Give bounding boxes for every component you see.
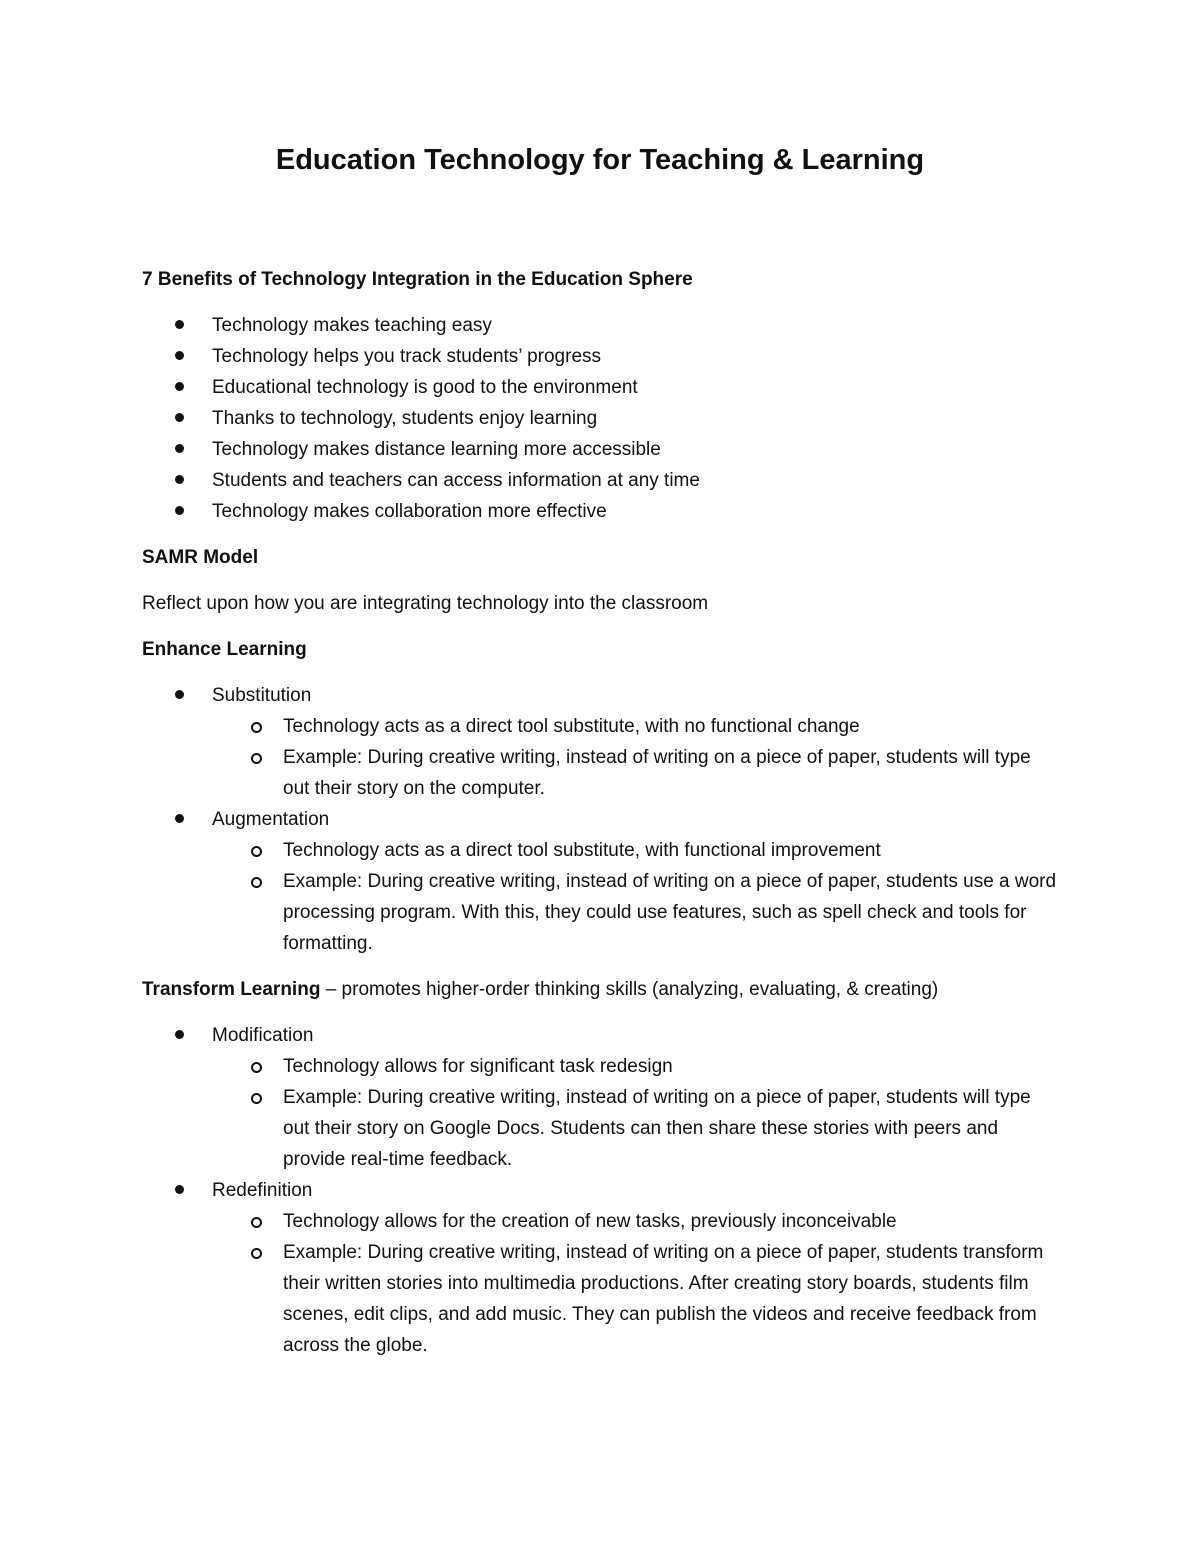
sublist-item <box>212 1206 1060 1237</box>
bullet-icon <box>175 814 184 823</box>
list-item-text: Technology makes distance learning more accessible <box>212 439 661 460</box>
sublist-item <box>212 866 1060 959</box>
bullet-icon <box>175 1030 184 1039</box>
list-item <box>142 804 1060 959</box>
list-item-text: Thanks to technology, students enjoy learning <box>212 408 598 429</box>
bullet-icon <box>175 444 184 453</box>
circle-bullet-icon <box>251 846 262 857</box>
list-item <box>142 465 1060 496</box>
samr-intro: Reflect upon how you are integrating technology into the classroom <box>142 593 709 614</box>
list-item <box>142 680 1060 804</box>
list-item <box>142 310 1060 341</box>
list-item-text: Educational technology is good to the environment <box>212 377 638 398</box>
sublist <box>212 1206 1060 1361</box>
circle-bullet-icon <box>251 753 262 764</box>
list-item <box>142 1175 1060 1361</box>
document-body <box>142 264 1060 1376</box>
circle-bullet-icon <box>251 1248 262 1259</box>
sublist-item-text: Example: During creative writing, instead of writing on a piece of paper, students transform their written stories into multimedia productions. After creating story boards, students film scenes, edit clips, and add music. They can publish the videos and receive feedback from across the globe. <box>283 1242 1044 1356</box>
modification-label: Modification <box>212 1025 314 1046</box>
sublist-item-text: Example: During creative writing, instead of writing on a piece of paper, students will type out their story on the computer. <box>283 747 1031 799</box>
bullet-icon <box>175 413 184 422</box>
document-title: Education Technology for Teaching & Learning <box>275 144 925 176</box>
list-item <box>142 403 1060 434</box>
list-item <box>142 341 1060 372</box>
sublist-item-text: Example: During creative writing, instead of writing on a piece of paper, students will type out their story on Google Docs. Students can then share these stories with peers and provide real-time feedback. <box>283 1087 1031 1170</box>
bullet-icon <box>175 382 184 391</box>
sublist <box>212 711 1060 804</box>
transform-description: – promotes higher-order thinking skills (analyzing, evaluating, & creating) <box>320 979 939 1000</box>
samr-heading: SAMR Model <box>142 547 259 568</box>
sublist-item <box>212 711 1060 742</box>
bullet-icon <box>175 351 184 360</box>
sublist-item-text: Example: During creative writing, instead of writing on a piece of paper, students use a word processing program. With this, they could use features, such as spell check and tools for formatting. <box>283 871 1057 954</box>
circle-bullet-icon <box>251 1062 262 1073</box>
sublist-item <box>212 1082 1060 1175</box>
enhance-list <box>142 680 1060 959</box>
bullet-icon <box>175 690 184 699</box>
sublist-item-text: Technology allows for significant task redesign <box>283 1056 673 1077</box>
substitution-label: Substitution <box>212 685 312 706</box>
sublist <box>212 835 1060 959</box>
list-item <box>142 1020 1060 1175</box>
sublist-item <box>212 1051 1060 1082</box>
circle-bullet-icon <box>251 722 262 733</box>
sublist-item <box>212 1237 1060 1361</box>
circle-bullet-icon <box>251 877 262 888</box>
bullet-icon <box>175 1185 184 1194</box>
sublist-item-text: Technology allows for the creation of new tasks, previously inconceivable <box>283 1211 897 1232</box>
benefits-heading: 7 Benefits of Technology Integration in the Education Sphere <box>142 269 693 290</box>
transform-list <box>142 1020 1060 1361</box>
transform-heading: Transform Learning <box>142 979 321 1000</box>
benefits-list <box>142 310 1060 527</box>
bullet-icon <box>175 506 184 515</box>
list-item <box>142 372 1060 403</box>
list-item-text: Students and teachers can access information at any time <box>212 470 700 491</box>
sublist-item-text: Technology acts as a direct tool substitute, with no functional change <box>283 716 860 737</box>
sublist-item <box>212 742 1060 804</box>
list-item <box>142 434 1060 465</box>
sublist-item <box>212 835 1060 866</box>
list-item-text: Technology makes teaching easy <box>212 315 492 336</box>
sublist-item-text: Technology acts as a direct tool substitute, with functional improvement <box>283 840 881 861</box>
transform-line <box>142 974 1060 1005</box>
list-item <box>142 496 1060 527</box>
list-item-text: Technology makes collaboration more effective <box>212 501 607 522</box>
enhance-heading: Enhance Learning <box>142 639 307 660</box>
circle-bullet-icon <box>251 1217 262 1228</box>
augmentation-label: Augmentation <box>212 809 330 830</box>
bullet-icon <box>175 475 184 484</box>
redefinition-label: Redefinition <box>212 1180 313 1201</box>
bullet-icon <box>175 320 184 329</box>
list-item-text: Technology helps you track students’ progress <box>212 346 602 367</box>
circle-bullet-icon <box>251 1093 262 1104</box>
sublist <box>212 1051 1060 1175</box>
